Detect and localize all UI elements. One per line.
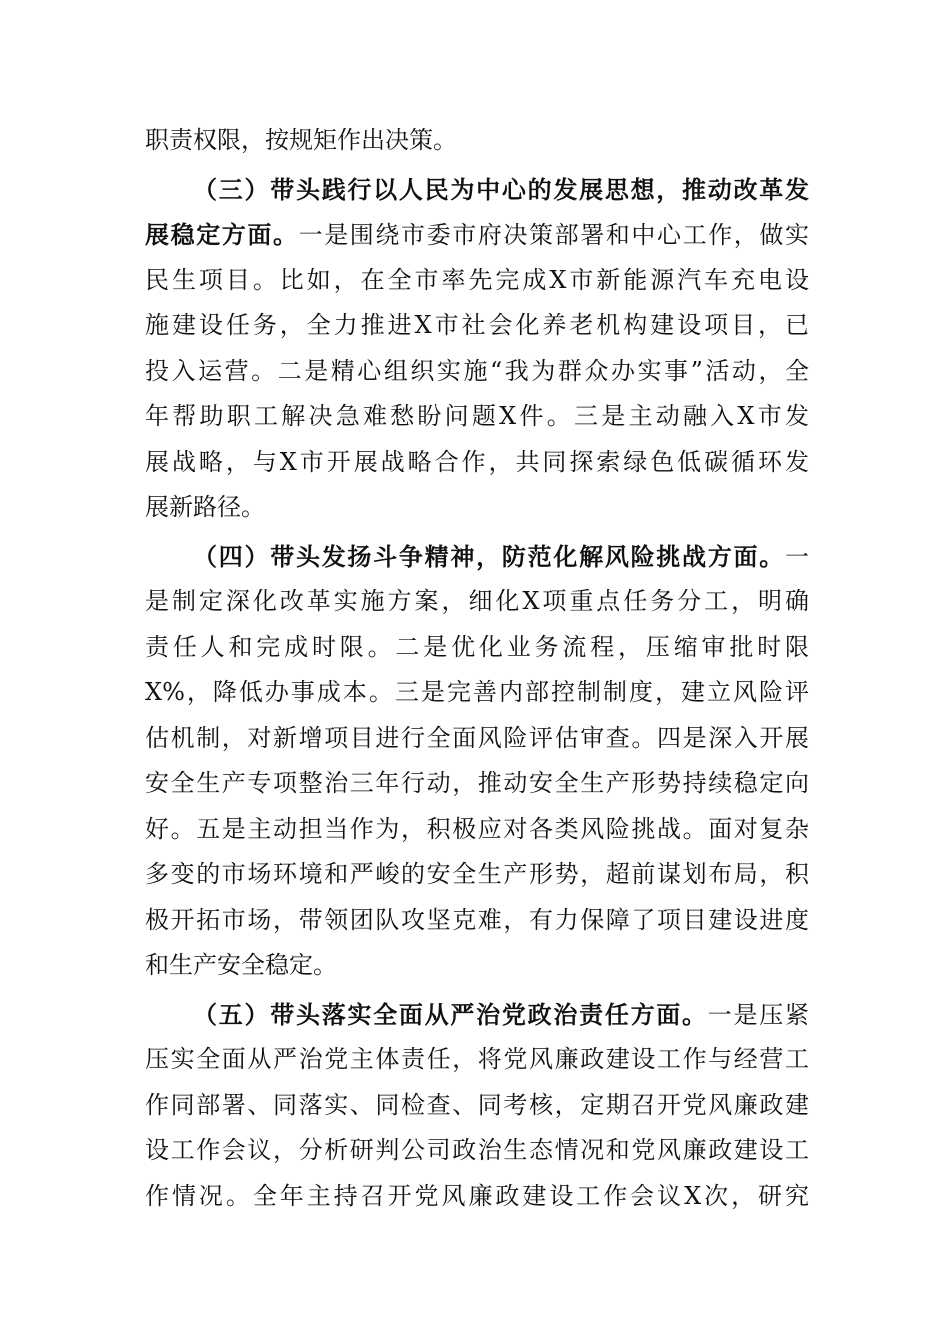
text-line xyxy=(145,1037,809,1083)
text-line xyxy=(145,852,809,898)
body-text: 极开拓市场，带领团队攻坚克难，有力保障了项目建设进度 xyxy=(145,905,809,934)
text-line xyxy=(145,349,809,395)
body-text: 展战略，与X市开展战略合作，共同探索绿色低碳循环发 xyxy=(145,447,809,476)
paragraph-p5 xyxy=(145,992,809,1220)
line-content xyxy=(145,1128,809,1174)
line-content xyxy=(145,852,809,898)
body-text: 好。五是主动担当作为，积极应对各类风险挑战。面对复杂 xyxy=(145,814,809,843)
body-text: 多变的市场环境和严峻的安全生产形势，超前谋划布局，积 xyxy=(145,860,809,888)
bold-heading-text: （五）带头落实全面从严治党政治责任方面。 xyxy=(193,999,708,1029)
line-content xyxy=(145,1083,809,1129)
bold-heading-text: （四）带头发扬斗争精神，防范化解风险挑战方面。 xyxy=(193,541,785,571)
bold-heading-text: 展稳定方面。 xyxy=(145,220,299,249)
text-line xyxy=(145,1128,809,1174)
line-content xyxy=(145,212,809,259)
text-line xyxy=(145,716,809,762)
body-text: 设工作会议，分析研判公司政治生态情况和党风廉政建设工 xyxy=(145,1136,809,1164)
body-text: 职责权限，按规矩作出决策。 xyxy=(145,126,457,154)
bold-heading-text: （三）带头践行以人民为中心的发展思想，推动改革发 xyxy=(193,174,809,204)
line-content xyxy=(193,167,809,214)
line-content xyxy=(145,126,457,154)
body-text: 责任人和完成时限。二是优化业务流程，压缩审批时限 xyxy=(145,632,809,661)
text-line xyxy=(145,118,809,164)
body-text: 一是围绕市委市府决策部署和中心工作，做实 xyxy=(298,221,810,249)
line-content xyxy=(145,898,809,944)
text-line xyxy=(145,440,809,486)
text-line xyxy=(145,394,809,440)
text-line xyxy=(145,485,809,531)
paragraph-p4 xyxy=(145,534,809,989)
text-line xyxy=(145,534,809,580)
document-page xyxy=(145,118,809,1219)
text-line xyxy=(145,807,809,853)
text-line xyxy=(145,670,809,716)
text-line xyxy=(145,579,809,625)
text-line xyxy=(145,167,809,213)
body-text: 安全生产专项整治三年行动，推动安全生产形势持续稳定向 xyxy=(145,769,809,797)
line-content xyxy=(145,349,809,395)
line-content xyxy=(145,670,809,716)
body-text: 一 xyxy=(785,542,809,571)
text-line xyxy=(145,212,809,258)
line-content xyxy=(193,534,809,581)
body-text: X%，降低办事成本。三是完善内部控制制度，建立风险评 xyxy=(145,678,809,706)
text-line xyxy=(145,258,809,304)
paragraph-p-tail xyxy=(145,118,809,164)
line-content xyxy=(145,625,809,671)
body-text: 作情况。全年主持召开党风廉政建设工作会议X次，研究 xyxy=(145,1181,809,1210)
text-line xyxy=(145,1083,809,1129)
body-text: 一是压紧 xyxy=(707,1000,809,1029)
line-content xyxy=(145,303,809,349)
text-line xyxy=(145,625,809,671)
line-content xyxy=(145,579,809,625)
body-text: 是制定深化改革实施方案，细化X项重点任务分工，明确 xyxy=(145,587,809,615)
line-content xyxy=(145,493,265,521)
body-text: 年帮助职工解决急难愁盼问题X件。三是主动融入X市发 xyxy=(145,402,809,430)
body-text: 和生产安全稳定。 xyxy=(145,951,337,979)
body-text: 估机制，对新增项目进行全面风险评估审查。四是深入开展 xyxy=(145,723,809,752)
paragraph-p3 xyxy=(145,167,809,531)
text-line xyxy=(145,992,809,1038)
line-content xyxy=(145,258,809,304)
line-content xyxy=(145,716,809,762)
line-content xyxy=(145,807,809,853)
text-line xyxy=(145,303,809,349)
text-line xyxy=(145,761,809,807)
line-content xyxy=(145,1037,809,1083)
body-text: 作同部署、同落实、同检查、同考核，定期召开党风廉政建 xyxy=(145,1090,809,1119)
line-content xyxy=(145,951,337,979)
text-line xyxy=(145,1174,809,1220)
body-text: 民生项目。比如，在全市率先完成X市新能源汽车充电设 xyxy=(145,265,809,294)
text-line xyxy=(145,898,809,944)
body-text: 压实全面从严治党主体责任，将党风廉政建设工作与经营工 xyxy=(145,1045,809,1073)
body-text: 投入运营。二是精心组织实施“我为群众办实事”活动，全 xyxy=(145,356,809,385)
body-text: 施建设任务，全力推进X市社会化养老机构建设项目，已 xyxy=(145,311,809,339)
line-content xyxy=(145,440,809,486)
line-content xyxy=(193,992,809,1039)
line-content xyxy=(145,761,809,807)
line-content xyxy=(145,1174,809,1220)
text-line xyxy=(145,943,809,989)
line-content xyxy=(145,394,809,440)
body-text: 展新路径。 xyxy=(145,493,265,521)
